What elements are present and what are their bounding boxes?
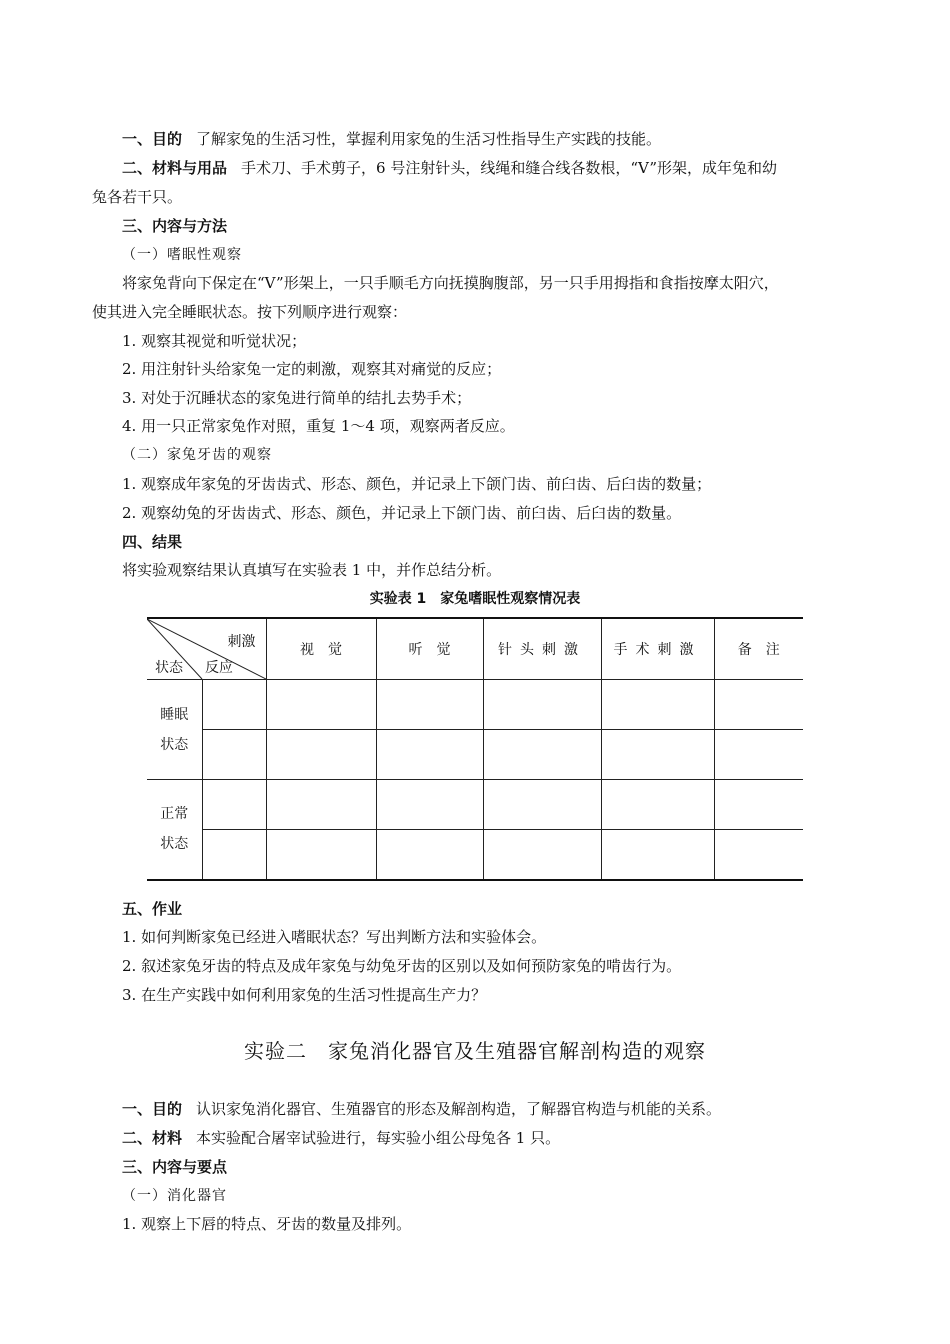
list-item: 1. 观察上下唇的特点、牙齿的数量及排列。 (122, 1215, 412, 1233)
table-cell (483, 830, 601, 880)
list-item: 1. 观察其视觉和听觉状况； (122, 332, 307, 350)
exp1-homework-heading: 五、作业 (122, 900, 183, 918)
list-item: 2. 用注射针头给家兔一定的刺激，观察其对痛觉的反应； (122, 360, 502, 378)
exp1-materials-cont: 兔各若干只。 (92, 188, 183, 206)
list-item: 3. 对处于沉睡状态的家兔进行简单的结扎去势手术； (122, 389, 472, 407)
row-label-normal-1: 正常 (160, 806, 189, 823)
exp1-purpose-text: 了解家兔的生活习性，掌握利用家兔的生活习性指导生产实践的技能。 (196, 130, 662, 148)
table-cell (376, 730, 483, 780)
table-row (147, 780, 803, 830)
exp2-purpose-text: 认识家兔消化器官、生殖器官的形态及解剖构造，了解器官构造与机能的关系。 (196, 1100, 722, 1118)
exp1-sub1-para-2: 使其进入完全睡眠状态。按下列顺序进行观察： (92, 303, 408, 321)
table-cell (483, 730, 601, 780)
table-cell (601, 730, 714, 780)
table-cell (601, 680, 714, 730)
corner-state: 状态 (155, 660, 183, 676)
table-corner-cell (147, 618, 266, 680)
table-row (147, 730, 803, 780)
exp2-content-heading: 三、内容与要点 (122, 1158, 228, 1176)
row-label-sleep (147, 680, 202, 780)
col-header-needle: 针头刺激 (483, 618, 601, 680)
table-cell (266, 830, 376, 880)
list-item: 3. 在生产实践中如何利用家兔的生活习性提高生产力？ (122, 986, 487, 1004)
exp2-sub1-heading: （一）消化器官 (122, 1188, 227, 1204)
table-header-row (147, 618, 803, 680)
list-item: 4. 用一只正常家兔作对照，重复 1～4 项，观察两者反应。 (122, 417, 515, 435)
table-cell (601, 830, 714, 880)
exp2-title: 实验二 家兔消化器官及生殖器官解剖构造的观察 (244, 1039, 706, 1063)
exp2-materials (122, 1128, 560, 1148)
exp1-sub2-heading: （二）家兔牙齿的观察 (122, 447, 272, 463)
exp1-materials-heading: 二、材料与用品 (122, 159, 228, 177)
exp1-purpose-heading: 一、目的 (122, 130, 183, 148)
exp2-purpose-heading: 一、目的 (122, 1100, 183, 1118)
row-label-sleep-1: 睡眠 (160, 706, 189, 723)
table-row (147, 830, 803, 880)
row-label-sleep-2: 状态 (160, 736, 189, 753)
list-item: 1. 如何判断家兔已经进入嗜眠状态？写出判断方法和实验体会。 (122, 928, 547, 946)
exp1-materials-text: 手术刀、手术剪子，6 号注射针头，线绳和缝合线各数根，“V”形架，成年兔和幼 (241, 159, 778, 177)
row-label-normal-2: 状态 (160, 836, 189, 853)
corner-stimulus: 刺激 (227, 634, 256, 650)
table-cell (266, 780, 376, 830)
table-cell (266, 730, 376, 780)
table-cell (202, 830, 266, 880)
table-cell (483, 680, 601, 730)
table-row (147, 680, 803, 730)
col-header-surgery: 手术刺激 (601, 618, 714, 680)
exp1-result-heading: 四、结果 (122, 533, 183, 551)
exp1-sub1-para-1: 将家兔背向下保定在“V”形架上，一只手顺毛方向抚摸胸腹部，另一只手用拇指和食指按摩太阳穴， (122, 274, 779, 292)
table-cell (202, 780, 266, 830)
table-cell (266, 680, 376, 730)
exp1-materials (122, 158, 777, 178)
exp2-materials-text: 本实验配合屠宰试验进行，每实验小组公母兔各 1 只。 (196, 1129, 561, 1147)
col-header-hearing: 听 觉 (376, 618, 483, 680)
exp1-sub1-heading: （一）嗜眠性观察 (122, 247, 242, 263)
table-cell (376, 780, 483, 830)
table-cell (202, 730, 266, 780)
table-cell (714, 830, 803, 880)
table-cell (376, 680, 483, 730)
row-label-normal (147, 780, 202, 880)
exp1-result-text: 将实验观察结果认真填写在实验表 1 中，并作总结分析。 (122, 561, 502, 579)
list-item: 2. 观察幼兔的牙齿齿式、形态、颜色，并记录上下颌门齿、前臼齿、后臼齿的数量。 (122, 504, 682, 522)
list-item: 2. 叙述家兔牙齿的特点及成年家兔与幼兔牙齿的区别以及如何预防家兔的啃齿行为。 (122, 957, 682, 975)
col-header-vision: 视 觉 (266, 618, 376, 680)
table-cell (714, 780, 803, 830)
table-cell (202, 680, 266, 730)
exp1-purpose (122, 129, 661, 149)
table-cell (483, 780, 601, 830)
observation-table (147, 617, 803, 881)
list-item: 1. 观察成年家兔的牙齿齿式、形态、颜色，并记录上下颌门齿、前臼齿、后臼齿的数量； (122, 475, 712, 493)
table-cell (601, 780, 714, 830)
table-title: 实验表 1 家兔嗜眠性观察情况表 (369, 591, 581, 607)
exp2-materials-heading: 二、材料 (122, 1129, 183, 1147)
table-cell (376, 830, 483, 880)
table-cell (714, 730, 803, 780)
corner-response: 反应 (205, 660, 233, 676)
exp2-purpose (122, 1099, 721, 1119)
exp1-content-heading: 三、内容与方法 (122, 217, 228, 235)
table-cell (714, 680, 803, 730)
col-header-notes: 备 注 (714, 618, 803, 680)
